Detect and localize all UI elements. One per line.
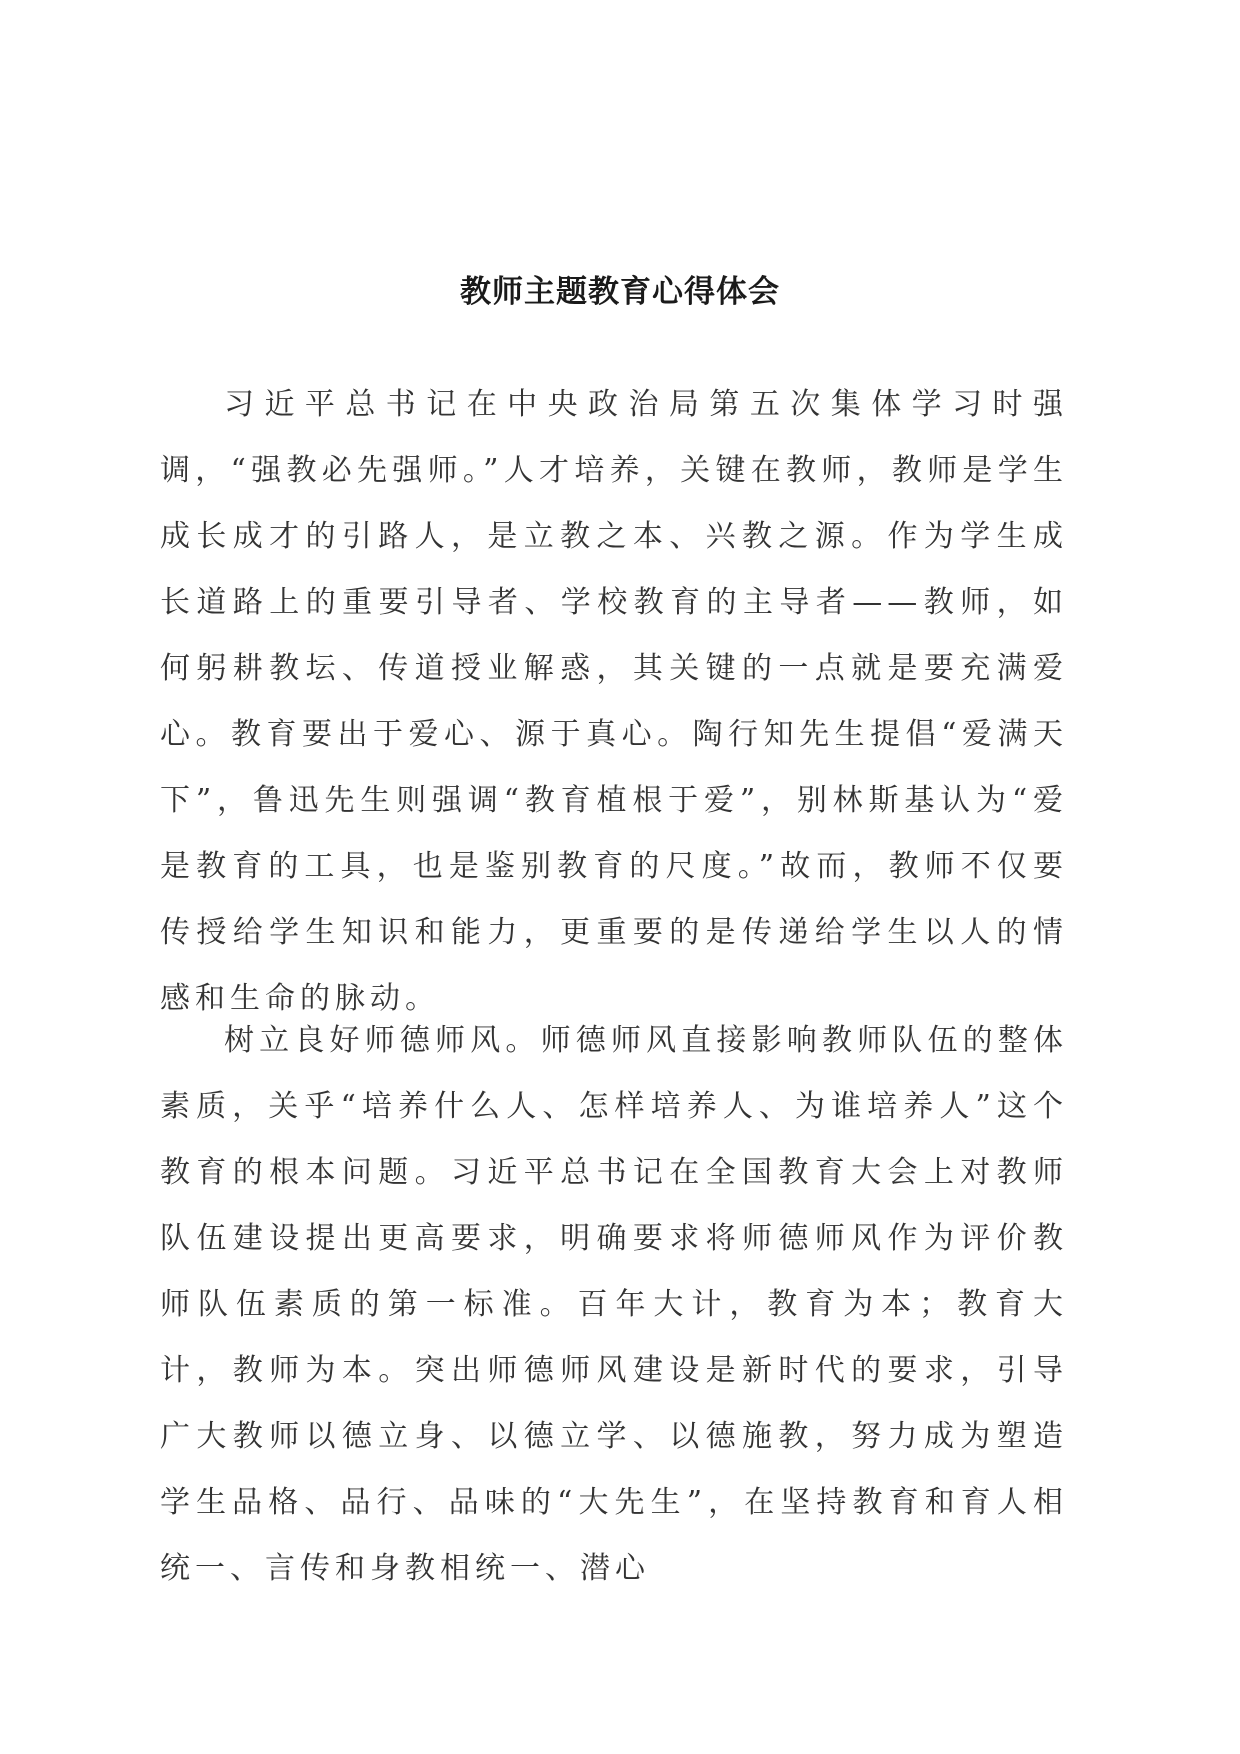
- document-title: 教师主题教育心得体会: [460, 274, 780, 310]
- paragraph-intro: 习近平总书记在中央政治局第五次集体学习时强调，“强教必先强师。”人才培养，关键在教师，教师是学生成长成才的引路人，是立教之本、兴教之源。作为学生成长道路上的重要引导者、学校教育的主导者——教师，如何躬耕教坛、传道授业解惑，其关键的一点就是要充满爱心。教育要出于爱心、源于真心。陶行知先生提倡“爱满天下”，鲁迅先生则强调“教育植根于爱”，别林斯基认为“爱是教育的工具，也是鉴别教育的尺度。”故而，教师不仅要传授给学生知识和能力，更重要的是传递给学生以人的情感和生命的脉动。: [160, 387, 1068, 1016]
- paragraph-teacher-ethics: 树立良好师德师风。师德师风直接影响教师队伍的整体素质，关乎“培养什么人、怎样培养人、为谁培养人”这个教育的根本问题。习近平总书记在全国教育大会上对教师队伍建设提出更高要求，明确要求将师德师风作为评价教师队伍素质的第一标准。百年大计，教育为本；教育大计，教师为本。突出师德师风建设是新时代的要求，引导广大教师以德立身、以德立学、以德施教，努力成为塑造学生品格、品行、品味的“大先生”，在坚持教育和育人相统一、言传和身教相统一、潜心: [160, 1023, 1068, 1586]
